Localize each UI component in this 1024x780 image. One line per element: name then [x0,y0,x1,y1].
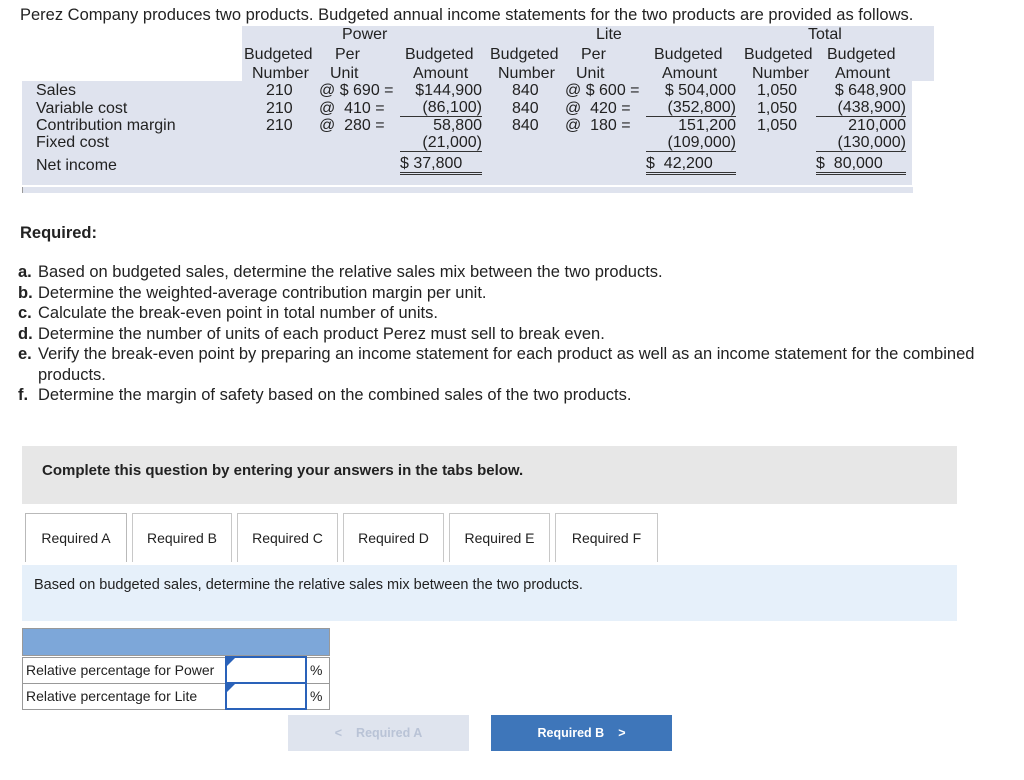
total-amount-fixed: (130,000) [816,134,906,152]
hdr-power-per-2: Unit [330,65,359,82]
power-units-contribution: 210 [266,117,293,134]
lite-amount-sales: $ 504,000 [664,82,736,99]
tab-panel [22,565,957,621]
requirement-b: b. Determine the weighted-average contribution margin per unit. [18,283,487,302]
power-amount-variable: (86,100) [400,99,482,117]
lite-amount-contribution: 151,200 [678,117,736,134]
power-per-variable: @ 410 = [319,100,385,117]
power-per-contribution: @ 280 = [319,117,385,134]
power-units-variable: 210 [266,100,293,117]
hdr-power-budgeted-number-2: Number [252,65,309,82]
tab-required-f[interactable]: Required F [555,513,658,562]
lite-amount-net: $ 42,200 [646,155,736,175]
lite-amount-variable: (352,800) [646,99,736,117]
instruction-text: Complete this question by entering your answers in the tabs below. [42,462,524,479]
hdr-lite-amount-1: Budgeted [654,46,723,63]
hdr-power-amount-1: Budgeted [405,46,474,63]
power-per-sales: @ $ 690 = [319,82,394,99]
hdr-lite-per-2: Unit [576,65,605,82]
lite-per-contribution: @ 180 = [565,117,631,134]
row-label-sales: Sales [36,82,77,99]
hdr-lite-budgeted-number-1: Budgeted [490,46,559,63]
lite-percentage-input[interactable] [227,685,305,707]
answer-table [22,628,330,710]
next-button-label: Required B [537,726,605,740]
chevron-right-icon: > [618,726,626,740]
tab-required-b[interactable]: Required B [132,513,232,562]
answer-cell-power [226,657,306,683]
requirement-e: e. Verify the break-even point by preparing an income statement for each product as well as an income statement for the combined products. [18,345,975,384]
requirement-d: d. Determine the number of units of each product Perez must sell to break even. [18,324,605,343]
total-amount-net: $ 80,000 [816,155,906,175]
hdr-total-amount-2: Amount [835,65,891,82]
hdr-lite-amount-2: Amount [662,65,718,82]
total-amount-sales: $ 648,900 [834,82,906,99]
power-units-sales: 210 [266,82,293,99]
power-amount-sales: $144,900 [415,82,482,99]
tab-required-e[interactable]: Required E [449,513,550,562]
answer-label-lite: Relative percentage for Lite [23,683,227,709]
total-units-sales: 1,050 [757,82,798,99]
total-amount-contribution: 210,000 [848,117,906,134]
row-label-net-income: Net income [36,157,117,174]
hdr-total-number-1: Budgeted [744,46,813,63]
requirements-list [18,262,993,406]
next-button[interactable] [491,715,672,751]
row-label-variable-cost: Variable cost [36,100,128,117]
input-flag-icon [227,684,235,692]
lite-per-sales: @ $ 600 = [565,82,640,99]
hdr-power-budgeted-number-1: Budgeted [244,46,313,63]
lite-units-sales: 840 [512,82,539,99]
total-units-variable: 1,050 [757,100,798,117]
required-heading: Required: [20,224,98,242]
prev-button-label: Required A [356,726,423,740]
group-total: Total [808,26,842,43]
tab-panel-prompt: Based on budgeted sales, determine the relative sales mix between the two products. [34,577,583,593]
answer-label-power: Relative percentage for Power [23,657,227,683]
power-percentage-input[interactable] [227,659,305,681]
group-lite: Lite [596,26,622,43]
input-flag-icon [227,658,235,666]
power-amount-fixed: (21,000) [400,134,482,152]
row-label-fixed-cost: Fixed cost [36,134,109,151]
total-units-contribution: 1,050 [757,117,798,134]
hdr-lite-budgeted-number-2: Number [498,65,555,82]
total-amount-variable: (438,900) [816,99,906,117]
requirement-a: a. Based on budgeted sales, determine the relative sales mix between the two products. [18,263,663,281]
lite-amount-fixed: (109,000) [646,134,736,152]
tab-required-d[interactable]: Required D [343,513,444,562]
hdr-power-per-1: Per [335,46,360,63]
hdr-power-amount-2: Amount [413,65,469,82]
lite-units-contribution: 840 [512,117,539,134]
answer-cell-lite [226,683,306,709]
prev-button[interactable] [288,715,469,751]
chevron-left-icon: < [334,726,343,740]
percent-unit: % [306,683,330,709]
requirement-c: c. Calculate the break-even point in total number of units. [18,304,438,322]
problem-intro: Perez Company produces two products. Budgeted annual income statements for the two products are provided as follows. [20,6,914,24]
row-label-contribution-margin: Contribution margin [36,117,176,134]
tab-required-c[interactable]: Required C [237,513,338,562]
income-statement-table [22,26,912,196]
power-amount-contribution: 58,800 [433,117,482,134]
hdr-total-number-2: Number [752,65,809,82]
answer-table-header [22,628,330,656]
lite-per-variable: @ 420 = [565,100,631,117]
lite-units-variable: 840 [512,100,539,117]
answer-row-power [23,657,330,683]
tab-required-a[interactable]: Required A [25,513,127,562]
group-power: Power [342,26,388,43]
hdr-lite-per-1: Per [581,46,606,63]
answer-row-lite [23,683,330,709]
table-bottom-rule [22,187,913,193]
percent-unit: % [306,657,330,683]
hdr-total-amount-1: Budgeted [827,46,896,63]
power-amount-net: $ 37,800 [400,155,482,175]
requirement-tabs [25,513,663,563]
instruction-banner [22,446,957,504]
requirement-f: f. Determine the margin of safety based on the combined sales of the two products. [18,386,632,404]
